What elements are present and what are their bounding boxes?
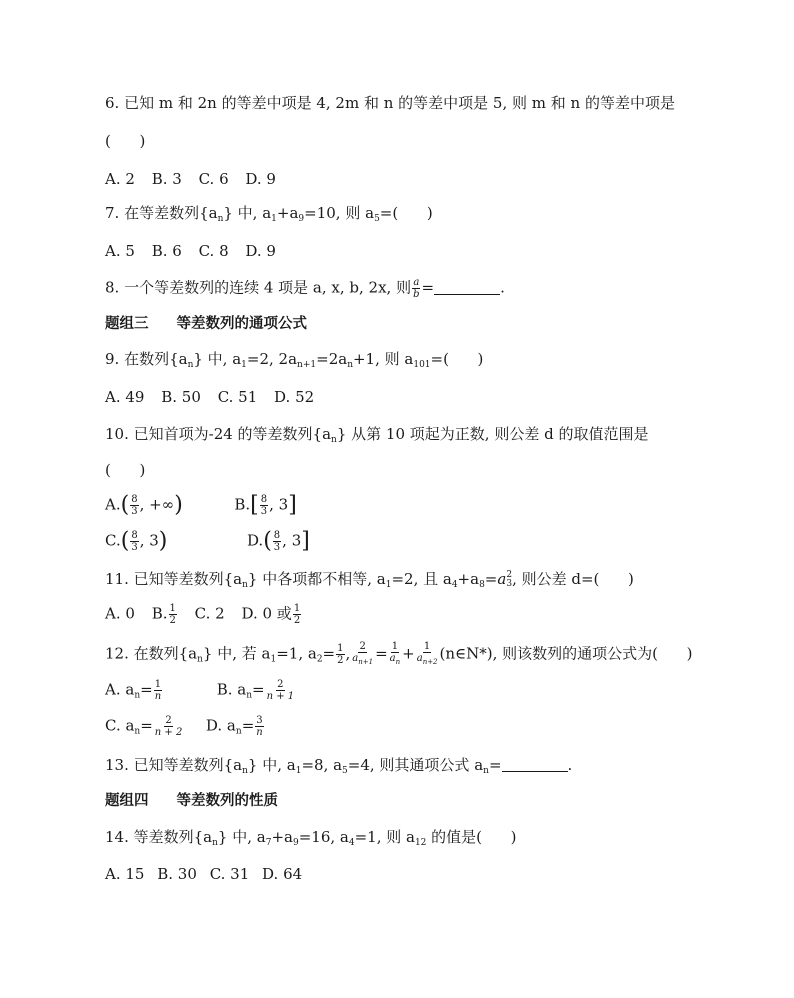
question-10-options-row-1 (105, 494, 297, 520)
q12-text: =1, a (276, 644, 317, 663)
subscript: n+1 (358, 658, 374, 666)
option-a: A. 2 (105, 170, 135, 188)
denominator: 3 (131, 542, 138, 553)
subscript: 2 (316, 654, 323, 665)
q13-text: 13. 已知等差数列{a (105, 756, 243, 774)
numerator: 1 (423, 641, 431, 652)
fraction-8-3 (130, 530, 138, 553)
option-d: D. 52 (274, 388, 315, 406)
fraction-8-3 (273, 530, 281, 553)
q7-text: +a (276, 204, 299, 222)
denominator: n (154, 691, 162, 702)
question-14-stem (105, 827, 516, 853)
group-subtitle: 等差数列的性质 (176, 793, 278, 809)
superscript: 2 (506, 570, 513, 580)
subscript: 4 (451, 580, 458, 590)
answer-blank[interactable] (502, 757, 568, 772)
question-9-options (105, 387, 314, 407)
numerator: 8 (131, 494, 138, 505)
question-12-options-row-1 (105, 679, 296, 706)
denominator: 2 (169, 615, 176, 626)
numerator: 2 (277, 679, 284, 690)
option-b: B. 30 (157, 865, 197, 883)
eq: = (241, 716, 255, 735)
option-a-label: A. (105, 495, 121, 514)
q14-text: +a (271, 828, 293, 846)
q11-text: , 则公差 d=( ) (512, 570, 634, 588)
fraction (336, 643, 344, 666)
fraction (154, 715, 184, 738)
subscript: 9 (292, 838, 299, 848)
subscript: n (235, 726, 242, 737)
option-b-label: B. (151, 604, 168, 623)
option-a: A. 5 (105, 242, 135, 260)
option-d-label: D. (246, 531, 264, 550)
q9-text: +1, 则 a (352, 350, 414, 368)
option-a-rest: , +∞ (139, 495, 175, 514)
subscript: n (134, 690, 141, 701)
denominator: n (256, 727, 263, 738)
q13-text: =4, 则其通项公式 a (347, 756, 484, 774)
question-9-stem (105, 349, 483, 375)
q11-text: = (484, 570, 498, 588)
fraction-a-over-b (412, 277, 420, 300)
option-c-label: C. (105, 531, 121, 550)
subscript: n (331, 435, 337, 445)
subscript: 1 (385, 580, 392, 590)
eq: = (140, 716, 153, 735)
group-3-heading (105, 314, 307, 334)
numerator: 8 (260, 494, 268, 505)
numerator: 8 (273, 530, 281, 541)
fraction (416, 641, 439, 668)
option-d: D. 9 (245, 170, 276, 188)
subscript: 7 (265, 838, 272, 848)
q8-text: 8. 一个等差数列的连续 4 项是 a, x, b, 2x, 则 (105, 278, 412, 297)
fraction (389, 641, 401, 668)
q7-text: } 中, a (223, 204, 272, 222)
question-7-stem (105, 203, 433, 229)
q12-text: } 中, 若 a (202, 644, 271, 663)
option-c: C. 8 (198, 242, 229, 260)
q9-text: } 中, a (193, 350, 242, 368)
fraction-1-2 (169, 603, 177, 626)
subscript: 5 (374, 214, 380, 224)
numerator: 1 (293, 603, 301, 614)
question-10-answer-paren (105, 460, 145, 480)
option-b: B. 6 (151, 242, 182, 260)
q12-text: + (402, 644, 415, 663)
q9-text: =( ) (430, 350, 484, 368)
q13-text: =8, a (301, 756, 343, 774)
question-13-stem (105, 755, 572, 781)
q12-text: , (345, 644, 351, 663)
denominator: 3 (260, 506, 268, 517)
denominator: n + 2 (154, 727, 183, 738)
subscript: 1 (295, 766, 302, 776)
bracket: ] (288, 492, 297, 518)
question-6-text: 6. 已知 m 和 2n 的等差中项是 4, 2m 和 n 的等差中项是 5, 则 m 和 n 的等差中项是 (105, 94, 675, 112)
subscript: n (217, 214, 224, 224)
q13-text: = (488, 756, 502, 774)
question-12-stem (105, 641, 692, 670)
option-c: C. 51 (217, 388, 258, 406)
question-11-stem (105, 569, 634, 595)
numerator: 1 (391, 641, 399, 652)
subscript: n (395, 658, 401, 666)
bracket: ) (174, 492, 183, 518)
den-var: a (416, 653, 423, 664)
fraction (266, 679, 296, 702)
option-b: B. 3 (151, 170, 182, 188)
subscript: n+2 (422, 658, 438, 666)
fraction-8-3 (260, 494, 268, 517)
fraction (154, 679, 162, 702)
denominator: 3 (131, 506, 138, 517)
subscript: 3 (506, 579, 513, 589)
q13-text: } 中, a (247, 756, 296, 774)
option-c: C. 2 (194, 604, 225, 623)
option-c: C. 31 (209, 865, 250, 883)
q14-text: 的值是( ) (426, 828, 517, 846)
subscript: 4 (348, 838, 355, 848)
eq: = (140, 680, 153, 699)
question-8-stem (105, 277, 505, 300)
bracket: ( (120, 492, 130, 518)
question-10-stem (105, 424, 648, 450)
q14-text: 14. 等差数列{a (105, 828, 213, 846)
den-var: a (389, 653, 396, 664)
option-d-rest: , 3 (282, 531, 302, 550)
bracket: [ (250, 492, 259, 518)
subscript: n (246, 690, 253, 701)
fraction (351, 641, 374, 668)
question-10-options-row-2 (105, 530, 310, 556)
q8-text: = (421, 278, 435, 297)
q14-text: } 中, a (217, 828, 266, 846)
option-d: D. 64 (262, 865, 303, 883)
numerator: a (413, 277, 420, 288)
question-7-options (105, 241, 276, 261)
option-d-label: D. a (205, 716, 236, 735)
subscript: 12 (414, 838, 427, 848)
denominator (389, 653, 401, 668)
numerator: 3 (256, 715, 263, 726)
q9-text: =2a (316, 350, 348, 368)
answer-blank[interactable] (434, 280, 500, 295)
q11-a3: a (497, 570, 507, 588)
denominator: 2 (337, 655, 344, 666)
q13-text: . (567, 756, 573, 774)
den-var: a (352, 653, 359, 664)
subscript: n (134, 726, 141, 737)
q7-text: 7. 在等差数列{a (105, 204, 218, 222)
denominator: 3 (273, 542, 281, 553)
option-a: A. 49 (105, 388, 145, 406)
subscript: n+1 (297, 360, 317, 370)
fraction-1-2 (293, 603, 301, 626)
q12-text: (n∈N*), 则该数列的通项公式为( ) (439, 644, 693, 663)
q11-text: +a (457, 570, 480, 588)
q9-text: =2, 2a (246, 350, 298, 368)
group-title: 题组三 (105, 316, 149, 332)
question-11-options (105, 603, 302, 626)
subscript: 9 (298, 214, 305, 224)
subscript: 8 (479, 580, 485, 590)
subscript: n (212, 838, 218, 848)
eq: = (252, 680, 265, 699)
q11-text: =2, 且 a (391, 570, 452, 588)
bracket: ] (301, 528, 310, 554)
answer-paren: ( ) (105, 132, 146, 150)
subscript: 101 (413, 360, 431, 370)
subscript: n (347, 360, 353, 370)
group-title: 题组四 (105, 793, 149, 809)
option-c-rest: , 3 (139, 531, 159, 550)
bracket: ) (158, 528, 168, 554)
subscript: 1 (271, 214, 277, 224)
q12-text: = (322, 644, 336, 663)
option-b-label: B. a (216, 680, 247, 699)
numerator: 2 (359, 641, 366, 652)
numerator: 1 (337, 643, 344, 654)
option-a-label: A. a (105, 680, 135, 699)
group-subtitle: 等差数列的通项公式 (176, 316, 307, 332)
option-b-rest: , 3 (269, 495, 289, 514)
q7-text: =10, 则 a (304, 204, 375, 222)
subscript: 5 (342, 766, 348, 776)
denominator: 2 (293, 615, 301, 626)
fraction-8-3 (130, 494, 138, 517)
q10-text: } 从第 10 项起为正数, 则公差 d 的取值范围是 (336, 425, 649, 443)
q11-text: } 中各项都不相等, a (247, 570, 386, 588)
question-14-options (105, 864, 302, 884)
numerator: 1 (169, 603, 176, 614)
subscript: n (483, 766, 489, 776)
q8-text: . (500, 278, 505, 297)
denominator (416, 653, 439, 668)
numerator: 1 (154, 679, 162, 690)
denominator: n + 1 (266, 691, 295, 702)
subscript: n (187, 360, 194, 370)
option-c-label: C. a (105, 716, 135, 735)
question-12-options-row-2 (105, 715, 265, 742)
subscript: n (242, 766, 248, 776)
q12-text: = (375, 644, 388, 663)
subscript: 1 (241, 360, 247, 370)
option-a: A. 0 (105, 604, 135, 623)
option-b-label: B. (234, 495, 251, 514)
numerator: 8 (131, 530, 138, 541)
option-c: C. 6 (198, 170, 229, 188)
fraction (255, 715, 263, 738)
subscript: 1 (270, 654, 277, 665)
bracket: ( (263, 528, 272, 554)
option-d: D. 9 (245, 242, 276, 260)
q12-text: 12. 在数列{a (105, 644, 198, 663)
option-a: A. 15 (105, 865, 145, 883)
question-6-answer-paren (105, 131, 145, 151)
q14-text: =1, 则 a (354, 828, 415, 846)
denominator: b (413, 289, 420, 300)
q7-text: =( ) (379, 204, 433, 222)
denominator (351, 653, 374, 668)
q9-text: 9. 在数列{a (105, 350, 188, 368)
q14-text: =16, a (298, 828, 349, 846)
subscript: n (242, 580, 248, 590)
group-4-heading (105, 791, 278, 811)
question-6-stem (105, 93, 675, 113)
option-b: B. 50 (161, 388, 201, 406)
bracket: ( (120, 528, 130, 554)
answer-paren: ( ) (105, 461, 146, 479)
numerator: 2 (165, 715, 172, 726)
q10-text: 10. 已知首项为-24 的等差数列{a (105, 425, 332, 443)
option-d-label: D. 0 或 (241, 604, 292, 623)
question-6-options (105, 169, 276, 189)
q11-text: 11. 已知等差数列{a (105, 570, 243, 588)
subscript: n (197, 654, 203, 665)
